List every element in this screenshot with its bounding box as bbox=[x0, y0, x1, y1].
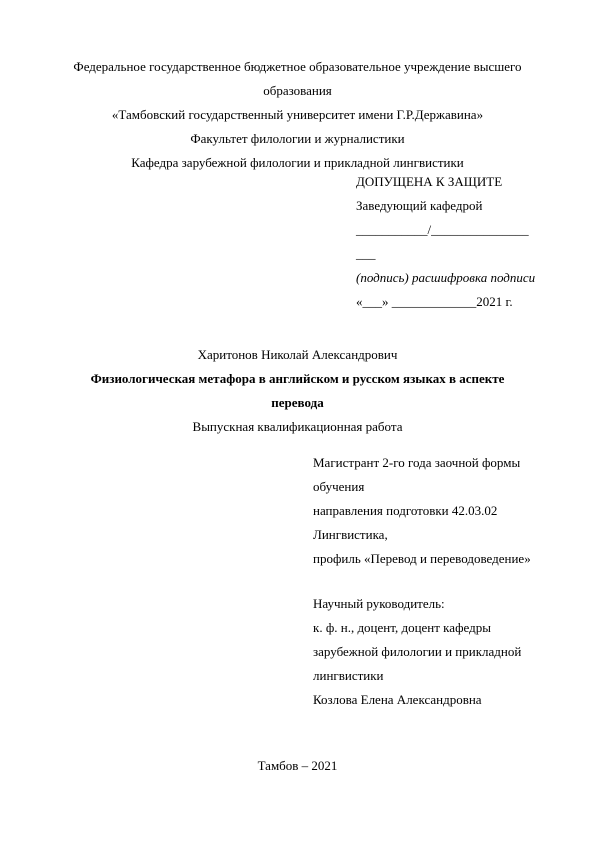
signature-caption: (подпись) расшифровка подписи bbox=[356, 270, 536, 285]
thesis-title-line-1: Физиологическая метафора в английском и русском языках в аспекте bbox=[90, 371, 505, 386]
faculty-name: Факультет филологии и журналистики bbox=[190, 131, 405, 146]
approval-date-line: «___» _____________2021 г. bbox=[356, 294, 513, 309]
supervisor-line-3: лингвистики bbox=[313, 668, 384, 683]
signature-line-continuation: ___ bbox=[356, 246, 376, 261]
supervisor-line-1: к. ф. н., доцент, доцент кафедры bbox=[313, 620, 491, 635]
supervisor-line-2: зарубежной филологии и прикладной bbox=[313, 644, 522, 659]
university-name: «Тамбовский государственный университет имени Г.Р.Державина» bbox=[111, 107, 484, 122]
city-year: Тамбов – 2021 bbox=[257, 758, 338, 773]
supervisor-info bbox=[313, 592, 553, 712]
thesis-title-line-2: перевода bbox=[271, 395, 324, 410]
thesis-title-block bbox=[60, 343, 535, 439]
student-line-3: направления подготовки 42.03.02 bbox=[313, 503, 498, 518]
student-info bbox=[313, 451, 553, 571]
student-line-2: обучения bbox=[313, 479, 365, 494]
approval-role: Заведующий кафедрой bbox=[356, 198, 483, 213]
approval-title: ДОПУЩЕНА К ЗАЩИТЕ bbox=[356, 174, 503, 189]
student-line-4: Лингвистика, bbox=[313, 527, 388, 542]
signature-line: ___________/_______________ bbox=[356, 222, 529, 237]
student-line-5: профиль «Перевод и переводоведение» bbox=[313, 551, 531, 566]
header-line-2: образования bbox=[263, 83, 332, 98]
department-name: Кафедра зарубежной филологии и прикладной лингвистики bbox=[131, 155, 464, 170]
supervisor-name: Козлова Елена Александровна bbox=[313, 692, 482, 707]
work-type: Выпускная квалификационная работа bbox=[192, 419, 403, 434]
institution-header bbox=[60, 55, 535, 175]
supervisor-label: Научный руководитель: bbox=[313, 596, 445, 611]
author-name: Харитонов Николай Александрович bbox=[197, 347, 398, 362]
approval-block bbox=[356, 170, 556, 314]
header-line-1: Федеральное государственное бюджетное образовательное учреждение высшего bbox=[73, 59, 522, 74]
student-line-1: Магистрант 2-го года заочной формы bbox=[313, 455, 521, 470]
